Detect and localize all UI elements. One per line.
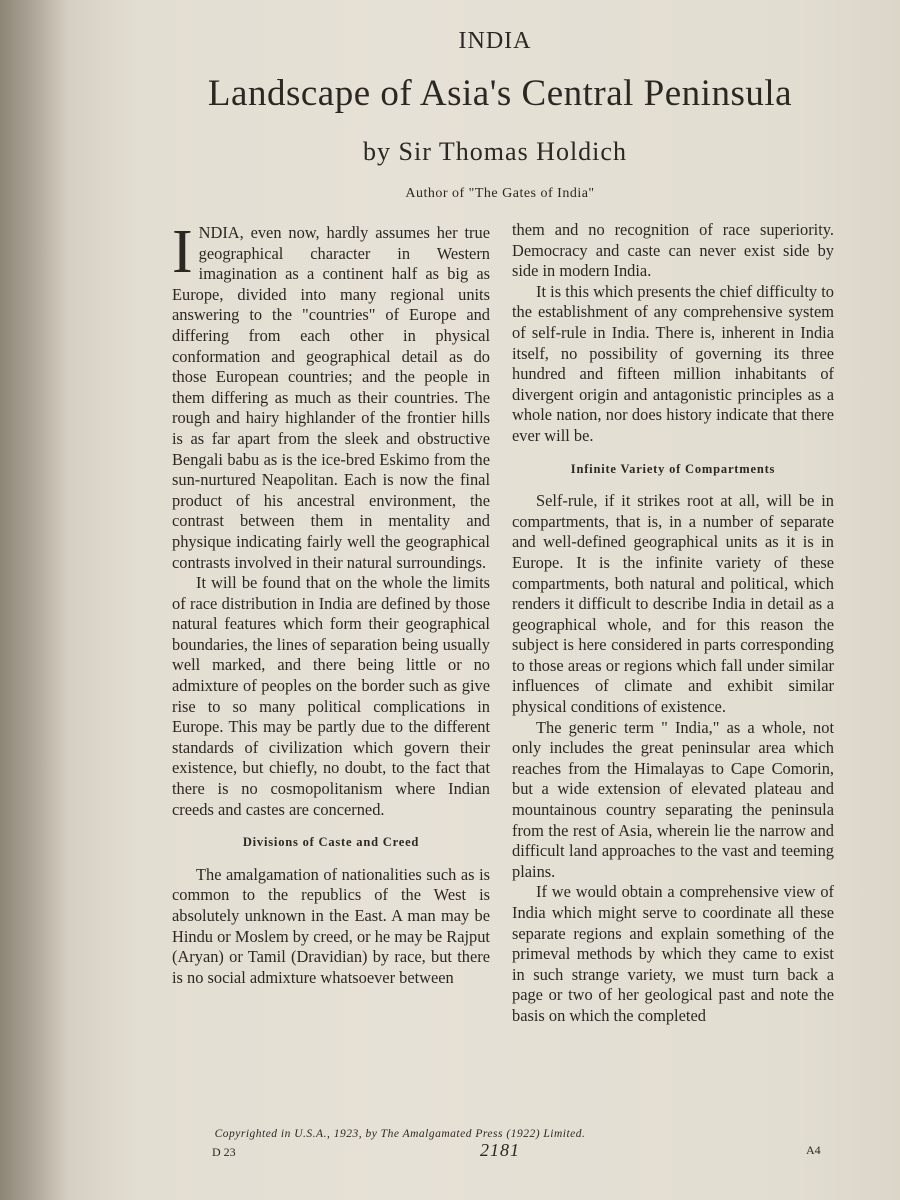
- page-number: 2181: [480, 1140, 520, 1160]
- paragraph: The amalgamation of nationalities such as is common to the republics of the West is absolutely unknown in the East. A man may be Hindu or Moslem by creed, or he may be Rajput (Aryan) or Tamil (Dravidian) by race, but there is no social admixture whatsoever between: [172, 864, 490, 987]
- paragraph: [172, 218, 490, 573]
- left-column: [172, 218, 490, 988]
- country-heading: INDIA: [458, 28, 532, 54]
- drop-cap: I: [172, 218, 193, 286]
- right-column: [512, 220, 834, 1027]
- subheading: Divisions of Caste and Creed: [242, 835, 420, 850]
- paragraph: It is this which presents the chief difficulty to the establishment of any comprehensive system of self-rule in India. There is, inherent in India itself, no possibility of governing its three hundred and fifteen million inhabitants of divergent origin and antagonistic principles as a whole nation, nor does history indicate that there ever will be.: [512, 281, 834, 445]
- article-byline: by Sir Thomas Holdich: [363, 137, 627, 166]
- paragraph: them and no recognition of race superiority. Democracy and caste can never exist side by side in modern India.: [512, 220, 834, 281]
- paragraph: Self-rule, if it strikes root at all, will be in compartments, that is, in a number of separate and well-defined geographical units as it is in Europe. It is the infinite variety of these compartments, both natural and political, which renders it difficult to describe India in detail as a geographical whole, and for this reason the subject is here considered in parts corresponding to those areas or regions which fall under similar influences of climate and exhibit similar physical conditions of existence.: [512, 491, 834, 717]
- subheading: Infinite Variety of Compartments: [570, 461, 776, 476]
- binding-gutter-shadow: [0, 0, 70, 1200]
- signature-mark-left: D 23: [212, 1145, 236, 1159]
- copyright-notice: Copyrighted in U.S.A., 1923, by The Amalgamated Press (1922) Limited.: [214, 1128, 586, 1140]
- article-title: Landscape of Asia's Central Peninsula: [207, 73, 793, 114]
- paragraph: The generic term " India," as a whole, not only includes the great peninsular area which reaches from the Himalayas to Cape Comorin, but a wide extension of elevated plateau and mountainous country separating the peninsula from the rest of Asia, wherein lie the narrow and difficult land approaches to the vast and teeming plains.: [512, 717, 834, 881]
- paragraph-text: NDIA, even now, hardly assumes her true geographical character in Western imagination as a continent half as big as Europe, divided into many regional units answering to the "countries" of Europe and differing from each other in physical conformation and geographical detail as do those European countries; and the people in them differing as much as their countries. The rough and hairy highlander of the frontier hills is as far apart from the sleek and obstructive Bengali babu as is the ice-bred Eskimo from the sun-nurtured Neapolitan. Each is now the final product of his ancestral environment, the contrast between them in mentality and physique indicating fairly well the geographical contrasts involved in their natural surroundings.: [172, 223, 490, 572]
- author-credit: Author of "The Gates of India": [405, 186, 595, 201]
- paragraph: If we would obtain a comprehensive view of India which might serve to coordinate all these separate regions and explain something of the primeval methods by which they came to exist in such strange variety, we must turn back a page or two of her geological past and note the basis on which the completed: [512, 882, 834, 1025]
- paragraph: It will be found that on the whole the limits of race distribution in India are defined by those natural features which form their geographical boundaries, the lines of separation being usually well marked, and there being little or no admixture of peoples on the border such as give rise to so many political complications in Europe. This may be partly due to the different standards of civilization which govern their existence, but chiefly, no doubt, to the fact that there is no cosmopolitanism where Indian creeds and castes are concerned.: [172, 573, 490, 819]
- signature-mark-right: A4: [806, 1143, 821, 1157]
